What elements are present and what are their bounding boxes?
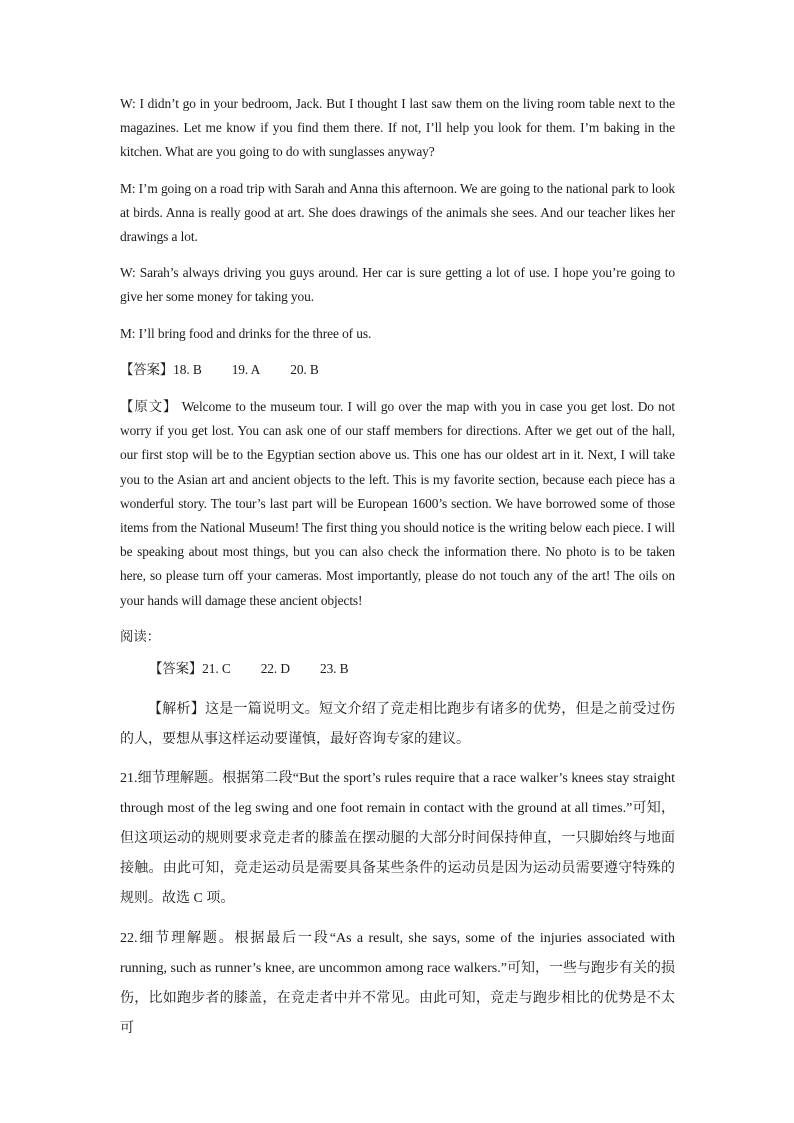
answer-item-20: 20. B — [290, 361, 319, 377]
answer-item-22: 22. D — [260, 660, 290, 676]
dialogue-line-4: M: I’ll bring food and drinks for the three of us. — [120, 325, 372, 341]
dialogue-line-1: W: I didn’t go in your bedroom, Jack. But I thought I last saw them on the living room table next to the magazines. Let me know if you find them there. If not, I’ll help you look for them. I’m baking in the kitchen. What are you going to do with sunglasses anyway? — [120, 96, 675, 160]
original-text-label: 【原文】 — [120, 399, 178, 415]
original-text-body: Welcome to the museum tour. I will go over the map with you in case you get lost. Do not worry if you get lost. You can ask one of our staff members for directions. After we get out of the hall, our first stop will be to the Egyptian section above us. This one has our oldest art in it. Next, I will take you to the Asian art and ancient objects to the left. This is my favorite section, because each piece has a wonderful story. The tour’s last part will be European 1600’s section. We have borrowed some of those items from the National Museum! The first thing you should notice is the writing below each piece. I will be speaking about most things, but you can also check the information there. No photo is to be taken here, so please turn off your cameras. Most importantly, please do not touch any of the art! The oils on your hands will damage these ancient objects! — [120, 399, 675, 608]
answer-block-listening — [120, 358, 675, 382]
answer-item-21: 21. C — [202, 660, 231, 676]
answer-label: 【答案】 — [120, 361, 174, 377]
answer-item-19: 19. A — [231, 361, 261, 377]
answer-label: 【答案】 — [149, 660, 203, 676]
original-text — [120, 395, 675, 613]
answer-item-18: 18. B — [173, 361, 202, 377]
dialogue-line-2: M: I’m going on a road trip with Sarah and Anna this afternoon. We are going to the national park to look at birds. Anna is really good at art. She does drawings of the animals she sees. And our teacher likes her drawings a lot. — [120, 180, 675, 245]
reading-label: 阅读： — [120, 628, 161, 644]
question-21-explanation: 21.细节理解题。根据第二段“But the sport’s rules require that a race walker’s knees stay straight through most of the leg swing and one foot remain in contact with the ground at all times.”可知，但这项运动的规则要求竞走者的膝盖在摆动腿的大部分时间保持伸直，一只脚始终与地面接触。由此可知，竞走运动员是需要具备某些条件的运动员是因为运动员需要遵守特殊的规则。故选 C 项。 — [120, 771, 675, 907]
dialogue-line-3: W: Sarah’s always driving you guys around. Her car is sure getting a lot of use. I hope you’re going to give her some money for taking you. — [120, 265, 675, 305]
answer-block-reading — [120, 657, 675, 681]
answer-item-23: 23. B — [319, 660, 349, 676]
question-22-explanation: 22.细节理解题。根据最后一段“As a result, she says, some of the injuries associated with running, such as runner’s knee, are uncommon among race walkers.”可知，一些与跑步有关的损伤，比如跑步者的膝盖，在竞走者中并不常见。由此可知，竞走与跑步相比的优势是不太可 — [120, 931, 675, 1037]
document-page — [120, 92, 675, 1054]
analysis-paragraph: 【解析】这是一篇说明文。短文介绍了竞走相比跑步有诸多的优势，但是之前受过伤的人，要想从事这样运动要谨慎，最好咨询专家的建议。 — [120, 701, 675, 748]
